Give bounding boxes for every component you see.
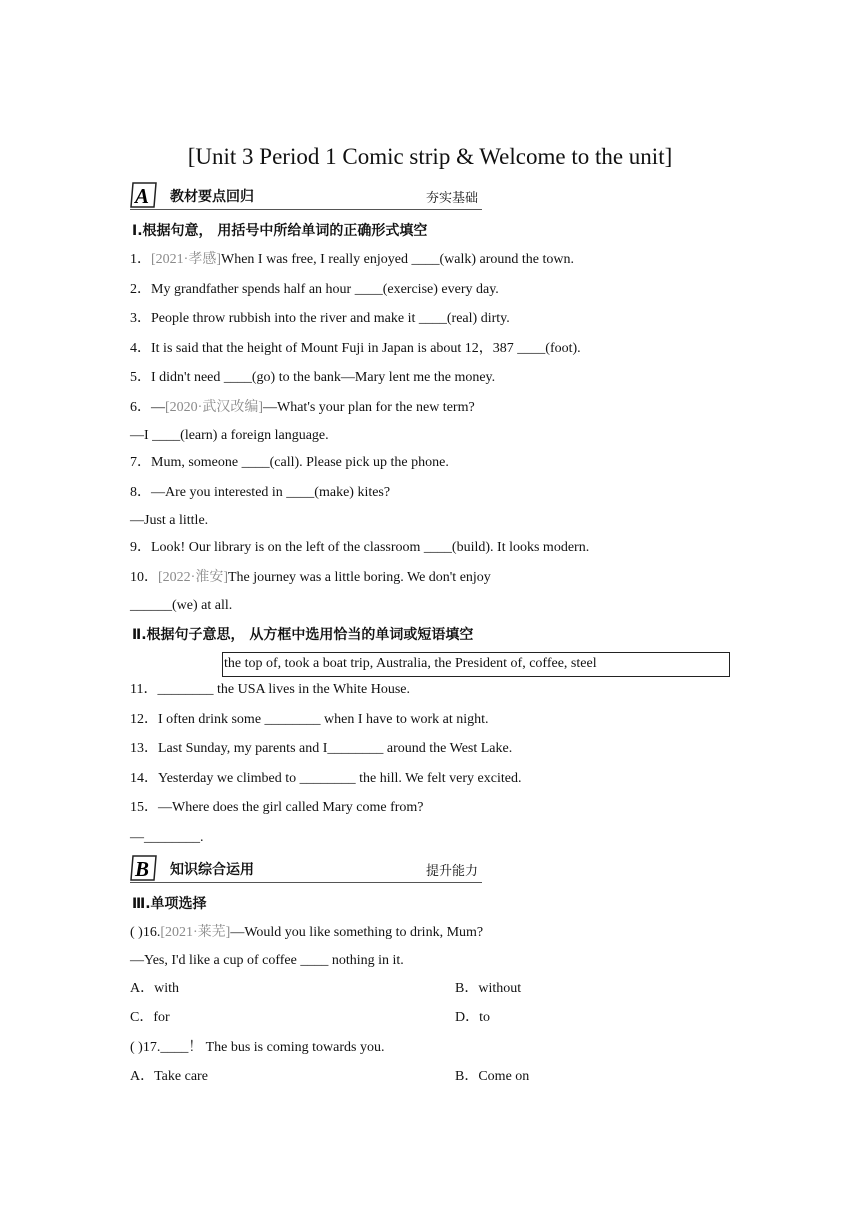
question-8: 8．—Are you interested in ____(make) kites? bbox=[130, 485, 391, 500]
question-15-answer: —________. bbox=[130, 830, 204, 845]
question-16: ( )16.[2021·莱芜]—Would you like something to drink, Mum? bbox=[130, 925, 484, 940]
option-16-c: C．for bbox=[130, 1010, 170, 1025]
section-a-badge-icon bbox=[130, 182, 157, 208]
question-4: 4．It is said that the height of Mount Fuji in Japan is about 12，387 ____(foot). bbox=[130, 341, 581, 356]
page-title: [Unit 3 Period 1 Comic strip & Welcome to the unit] bbox=[187, 144, 673, 169]
section-a-title: 教材要点回归 bbox=[170, 189, 254, 205]
question-6-answer: —I ____(learn) a foreign language. bbox=[130, 428, 329, 443]
word-box: the top of, took a boat trip, Australia, the President of, coffee, steel bbox=[222, 652, 730, 677]
section-b-title: 知识综合运用 bbox=[170, 862, 254, 878]
question-10: 10．[2022·淮安]The journey was a little boring. We don't enjoy bbox=[130, 570, 491, 585]
question-3: 3．People throw rubbish into the river and make it ____(real) dirty. bbox=[130, 311, 510, 326]
question-2: 2．My grandfather spends half an hour ____(exercise) every day. bbox=[130, 282, 499, 297]
svg-text:A: A bbox=[135, 184, 150, 208]
question-6: 6．—[2020·武汉改编]—What's your plan for the new term? bbox=[130, 400, 475, 415]
svg-text:B: B bbox=[135, 857, 150, 881]
question-15: 15．—Where does the girl called Mary come from? bbox=[130, 800, 424, 815]
section-b-banner bbox=[130, 855, 482, 883]
part1-heading: Ⅰ.根据句意， 用括号中所给单词的正确形式填空 bbox=[132, 223, 428, 239]
option-16-a: A．with bbox=[130, 981, 179, 996]
part3-heading: Ⅲ.单项选择 bbox=[132, 896, 207, 912]
question-7: 7．Mum, someone ____(call). Please pick up the phone. bbox=[130, 455, 449, 470]
section-a-banner bbox=[130, 182, 482, 210]
part2-heading: Ⅱ.根据句子意思， 从方框中选用恰当的单词或短语填空 bbox=[132, 627, 474, 643]
option-16-b: B．without bbox=[455, 981, 522, 996]
question-12: 12．I often drink some ________ when I have to work at night. bbox=[130, 712, 489, 727]
option-17-b: B．Come on bbox=[455, 1069, 530, 1084]
section-b-badge-icon bbox=[130, 855, 157, 881]
question-11: 11．________ the USA lives in the White House. bbox=[130, 682, 410, 697]
question-1: 1．[2021·孝感]When I was free, I really enjoyed ____(walk) around the town. bbox=[130, 252, 574, 267]
section-b-rule bbox=[130, 882, 482, 883]
question-16-line2: —Yes, I'd like a cup of coffee ____ nothing in it. bbox=[130, 953, 404, 968]
option-17-a: A．Take care bbox=[130, 1069, 208, 1084]
question-5: 5．I didn't need ____(go) to the bank—Mary lent me the money. bbox=[130, 370, 496, 385]
question-8-answer: —Just a little. bbox=[130, 513, 209, 528]
section-b-tag: 提升能力 bbox=[425, 864, 478, 879]
option-16-d: D．to bbox=[455, 1010, 490, 1025]
question-13: 13．Last Sunday, my parents and I________ around the West Lake. bbox=[130, 741, 513, 756]
question-17: ( )17.____！ The bus is coming towards you. bbox=[130, 1040, 385, 1055]
question-9: 9．Look! Our library is on the left of the classroom ____(build). It looks modern. bbox=[130, 540, 590, 555]
question-10-cont: ______(we) at all. bbox=[130, 598, 233, 613]
section-a-tag: 夯实基础 bbox=[425, 191, 478, 206]
question-14: 14．Yesterday we climbed to ________ the hill. We felt very excited. bbox=[130, 771, 522, 786]
section-a-rule bbox=[130, 209, 482, 210]
